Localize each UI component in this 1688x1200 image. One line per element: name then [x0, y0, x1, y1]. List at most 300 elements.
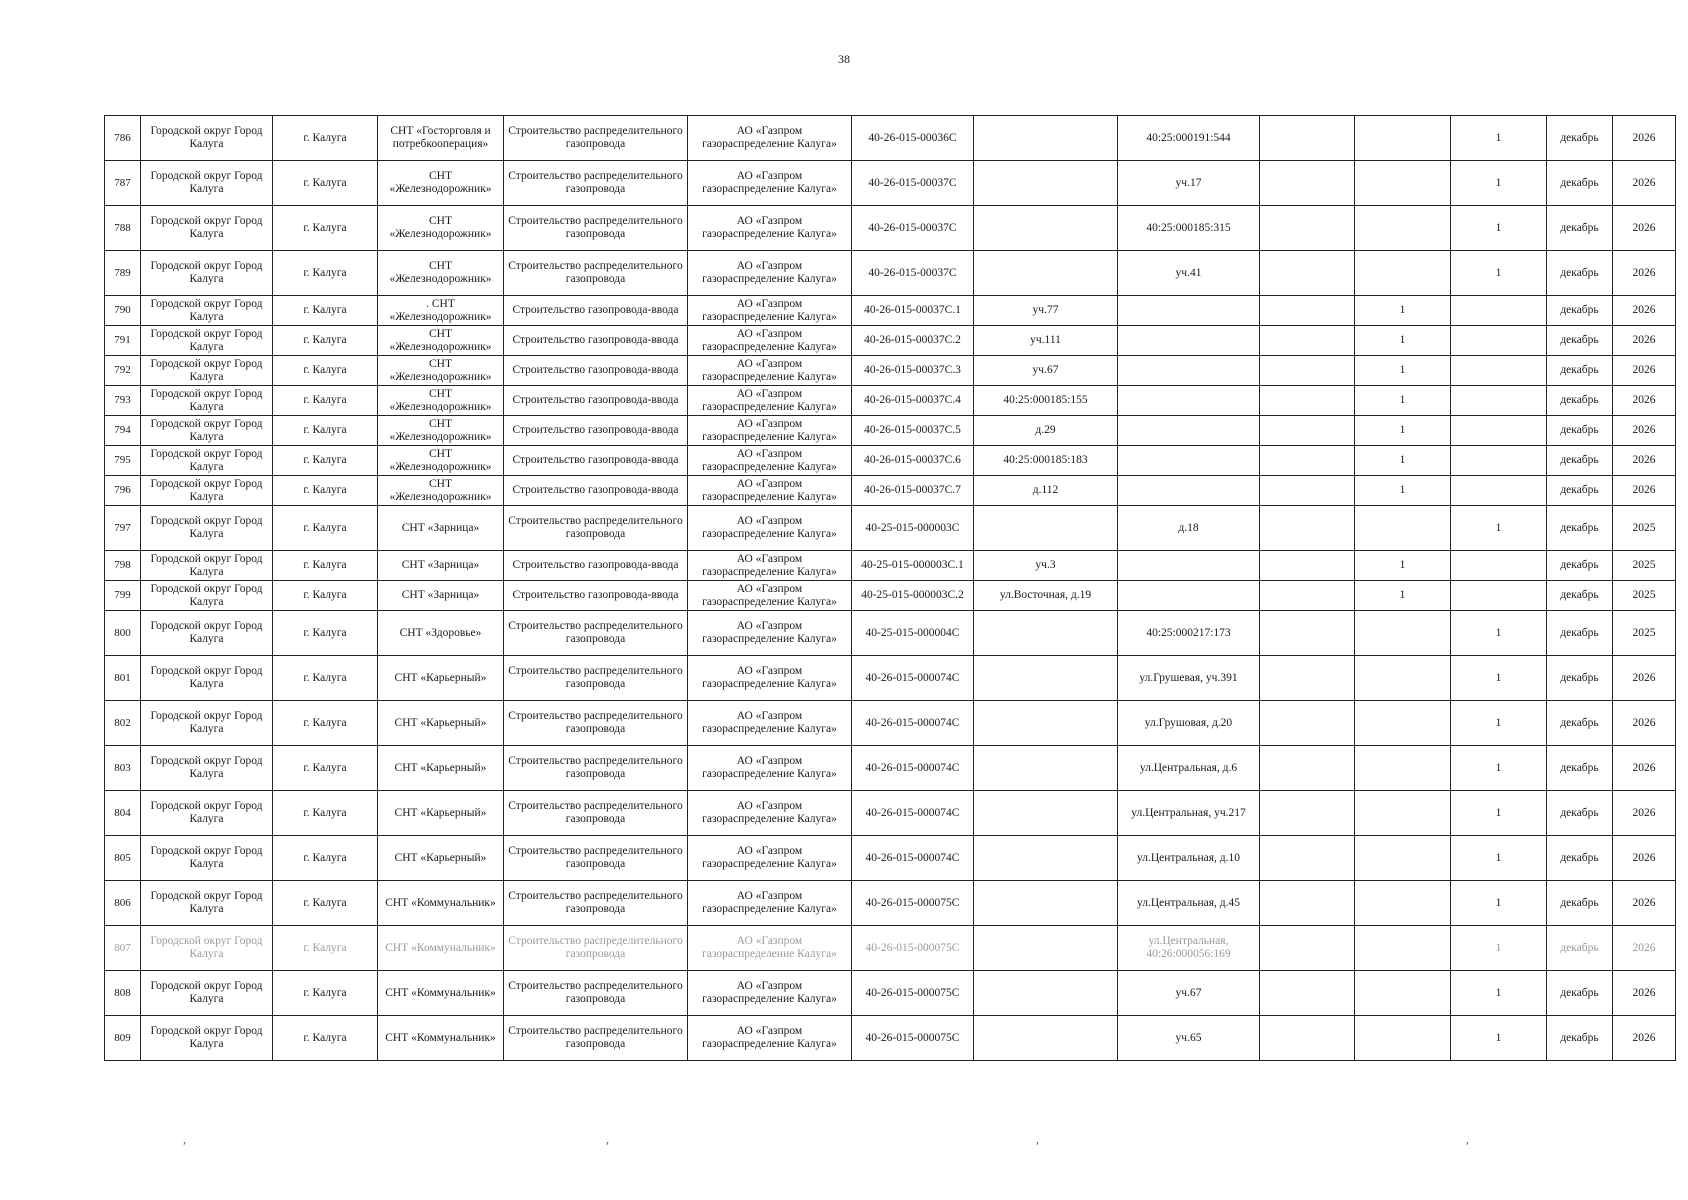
- location-cell: [1118, 386, 1260, 416]
- city-cell: г. Калуга: [273, 116, 378, 161]
- month-cell: декабрь: [1547, 251, 1613, 296]
- district-cell: Городской округ Город Калуга: [141, 746, 273, 791]
- year-cell: 2026: [1613, 836, 1676, 881]
- pipeline-count-cell: [1451, 296, 1547, 326]
- snt-cell: СНТ «Коммунальник»: [378, 881, 504, 926]
- table-row: [105, 116, 1685, 161]
- inputs-count-cell: [1355, 161, 1451, 206]
- pipeline-count-cell: 1: [1451, 656, 1547, 701]
- inputs-count-cell: 1: [1355, 386, 1451, 416]
- month-cell: декабрь: [1547, 446, 1613, 476]
- table-row: [105, 476, 1685, 506]
- address-cell: уч.77: [974, 296, 1118, 326]
- snt-cell: СНТ «Железнодорожник»: [378, 161, 504, 206]
- month-cell: декабрь: [1547, 356, 1613, 386]
- edge-cell: [1676, 611, 1685, 656]
- snt-cell: СНТ «Карьерный»: [378, 791, 504, 836]
- work-type-cell: Строительство газопровода-ввода: [504, 476, 688, 506]
- snt-cell: СНТ «Здоровье»: [378, 611, 504, 656]
- object-code-cell: 40-26-015-00037С: [852, 206, 974, 251]
- work-type-cell: Строительство распределительного газопровода: [504, 746, 688, 791]
- city-cell: г. Калуга: [273, 836, 378, 881]
- pipeline-count-cell: 1: [1451, 926, 1547, 971]
- table-row: [105, 971, 1685, 1016]
- district-cell: Городской округ Город Калуга: [141, 971, 273, 1016]
- column-10-cell: [1260, 251, 1355, 296]
- month-cell: декабрь: [1547, 746, 1613, 791]
- address-cell: д.112: [974, 476, 1118, 506]
- district-cell: Городской округ Город Калуга: [141, 206, 273, 251]
- object-code-cell: 40-26-015-000075С: [852, 926, 974, 971]
- district-cell: Городской округ Город Калуга: [141, 386, 273, 416]
- district-cell: Городской округ Город Калуга: [141, 581, 273, 611]
- snt-cell: СНТ «Железнодорожник»: [378, 386, 504, 416]
- edge-cell: [1676, 296, 1685, 326]
- inputs-count-cell: 1: [1355, 446, 1451, 476]
- object-code-cell: 40-26-015-00036С: [852, 116, 974, 161]
- work-type-cell: Строительство распределительного газопровода: [504, 206, 688, 251]
- month-cell: декабрь: [1547, 506, 1613, 551]
- address-cell: 40:25:000185:155: [974, 386, 1118, 416]
- edge-cell: [1676, 506, 1685, 551]
- work-type-cell: Строительство газопровода-ввода: [504, 446, 688, 476]
- column-10-cell: [1260, 446, 1355, 476]
- organization-cell: АО «Газпром газораспределение Калуга»: [688, 161, 852, 206]
- location-cell: ул.Центральная, 40:26:000056:169: [1118, 926, 1260, 971]
- work-type-cell: Строительство газопровода-ввода: [504, 581, 688, 611]
- object-code-cell: 40-26-015-00037С.2: [852, 326, 974, 356]
- column-10-cell: [1260, 296, 1355, 326]
- year-cell: 2026: [1613, 971, 1676, 1016]
- edge-cell: [1676, 386, 1685, 416]
- month-cell: декабрь: [1547, 836, 1613, 881]
- city-cell: г. Калуга: [273, 551, 378, 581]
- district-cell: Городской округ Город Калуга: [141, 116, 273, 161]
- work-type-cell: Строительство газопровода-ввода: [504, 296, 688, 326]
- pipeline-count-cell: 1: [1451, 206, 1547, 251]
- month-cell: декабрь: [1547, 326, 1613, 356]
- edge-cell: [1676, 476, 1685, 506]
- snt-cell: . СНТ «Железнодорожник»: [378, 296, 504, 326]
- city-cell: г. Калуга: [273, 326, 378, 356]
- location-cell: уч.67: [1118, 971, 1260, 1016]
- table-row: [105, 446, 1685, 476]
- address-cell: [974, 611, 1118, 656]
- row-number: 796: [105, 476, 141, 506]
- district-cell: Городской округ Город Калуга: [141, 551, 273, 581]
- table-row: [105, 881, 1685, 926]
- row-number: 802: [105, 701, 141, 746]
- edge-cell: [1676, 881, 1685, 926]
- edge-cell: [1676, 206, 1685, 251]
- city-cell: г. Калуга: [273, 356, 378, 386]
- city-cell: г. Калуга: [273, 971, 378, 1016]
- year-cell: 2025: [1613, 506, 1676, 551]
- snt-cell: СНТ «Железнодорожник»: [378, 206, 504, 251]
- organization-cell: АО «Газпром газораспределение Калуга»: [688, 1016, 852, 1061]
- year-cell: 2026: [1613, 386, 1676, 416]
- column-10-cell: [1260, 206, 1355, 251]
- work-type-cell: Строительство газопровода-ввода: [504, 416, 688, 446]
- location-cell: ул.Центральная, д.10: [1118, 836, 1260, 881]
- object-code-cell: 40-26-015-000074С: [852, 701, 974, 746]
- address-cell: [974, 881, 1118, 926]
- organization-cell: АО «Газпром газораспределение Калуга»: [688, 701, 852, 746]
- snt-cell: СНТ «Коммунальник»: [378, 971, 504, 1016]
- object-code-cell: 40-26-015-000075С: [852, 971, 974, 1016]
- inputs-count-cell: 1: [1355, 476, 1451, 506]
- organization-cell: АО «Газпром газораспределение Калуга»: [688, 416, 852, 446]
- edge-cell: [1676, 971, 1685, 1016]
- work-type-cell: Строительство распределительного газопровода: [504, 506, 688, 551]
- column-10-cell: [1260, 416, 1355, 446]
- object-code-cell: 40-26-015-000075С: [852, 1016, 974, 1061]
- edge-cell: [1676, 551, 1685, 581]
- column-10-cell: [1260, 836, 1355, 881]
- address-cell: уч.67: [974, 356, 1118, 386]
- year-cell: 2026: [1613, 1016, 1676, 1061]
- table-row: [105, 656, 1685, 701]
- column-10-cell: [1260, 356, 1355, 386]
- edge-cell: [1676, 251, 1685, 296]
- year-cell: 2026: [1613, 446, 1676, 476]
- month-cell: декабрь: [1547, 476, 1613, 506]
- table-row: [105, 701, 1685, 746]
- inputs-count-cell: [1355, 971, 1451, 1016]
- organization-cell: АО «Газпром газораспределение Калуга»: [688, 656, 852, 701]
- object-code-cell: 40-26-015-000074С: [852, 746, 974, 791]
- address-cell: [974, 971, 1118, 1016]
- column-10-cell: [1260, 656, 1355, 701]
- snt-cell: СНТ «Коммунальник»: [378, 926, 504, 971]
- work-type-cell: Строительство газопровода-ввода: [504, 386, 688, 416]
- work-type-cell: Строительство распределительного газопровода: [504, 836, 688, 881]
- row-number: 791: [105, 326, 141, 356]
- address-cell: уч.3: [974, 551, 1118, 581]
- month-cell: декабрь: [1547, 416, 1613, 446]
- organization-cell: АО «Газпром газораспределение Калуга»: [688, 551, 852, 581]
- table-row: [105, 926, 1685, 971]
- year-cell: 2026: [1613, 296, 1676, 326]
- pipeline-count-cell: [1451, 476, 1547, 506]
- edge-cell: [1676, 791, 1685, 836]
- location-cell: ул.Грушевая, уч.391: [1118, 656, 1260, 701]
- work-type-cell: Строительство распределительного газопровода: [504, 1016, 688, 1061]
- inputs-count-cell: [1355, 881, 1451, 926]
- city-cell: г. Калуга: [273, 161, 378, 206]
- snt-cell: СНТ «Зарница»: [378, 551, 504, 581]
- work-type-cell: Строительство распределительного газопровода: [504, 701, 688, 746]
- month-cell: декабрь: [1547, 1016, 1613, 1061]
- edge-cell: [1676, 1016, 1685, 1061]
- inputs-count-cell: 1: [1355, 326, 1451, 356]
- table-row: [105, 326, 1685, 356]
- column-10-cell: [1260, 926, 1355, 971]
- address-cell: [974, 1016, 1118, 1061]
- year-cell: 2026: [1613, 251, 1676, 296]
- address-cell: 40:25:000185:183: [974, 446, 1118, 476]
- object-code-cell: 40-26-015-000075С: [852, 881, 974, 926]
- object-code-cell: 40-26-015-00037С: [852, 161, 974, 206]
- edge-cell: [1676, 746, 1685, 791]
- organization-cell: АО «Газпром газораспределение Калуга»: [688, 476, 852, 506]
- year-cell: 2026: [1613, 356, 1676, 386]
- edge-cell: [1676, 416, 1685, 446]
- location-cell: 40:25:000191:544: [1118, 116, 1260, 161]
- object-code-cell: 40-26-015-00037С: [852, 251, 974, 296]
- month-cell: декабрь: [1547, 206, 1613, 251]
- column-10-cell: [1260, 476, 1355, 506]
- pipeline-count-cell: 1: [1451, 251, 1547, 296]
- table-row: [105, 356, 1685, 386]
- table-row: [105, 506, 1685, 551]
- row-number: 807: [105, 926, 141, 971]
- table-row: [105, 836, 1685, 881]
- column-10-cell: [1260, 791, 1355, 836]
- object-code-cell: 40-26-015-000074С: [852, 836, 974, 881]
- address-cell: [974, 836, 1118, 881]
- row-number: 808: [105, 971, 141, 1016]
- column-10-cell: [1260, 581, 1355, 611]
- scan-mark: ,: [1036, 1132, 1039, 1146]
- column-10-cell: [1260, 116, 1355, 161]
- pipeline-count-cell: 1: [1451, 701, 1547, 746]
- address-cell: уч.111: [974, 326, 1118, 356]
- column-10-cell: [1260, 326, 1355, 356]
- district-cell: Городской округ Город Калуга: [141, 506, 273, 551]
- year-cell: 2026: [1613, 701, 1676, 746]
- table-row: [105, 161, 1685, 206]
- row-number: 790: [105, 296, 141, 326]
- year-cell: 2025: [1613, 611, 1676, 656]
- address-cell: [974, 206, 1118, 251]
- row-number: 801: [105, 656, 141, 701]
- month-cell: декабрь: [1547, 881, 1613, 926]
- object-code-cell: 40-25-015-000003С: [852, 506, 974, 551]
- edge-cell: [1676, 701, 1685, 746]
- district-cell: Городской округ Город Калуга: [141, 611, 273, 656]
- year-cell: 2026: [1613, 656, 1676, 701]
- plan-table: [104, 115, 1685, 1061]
- month-cell: декабрь: [1547, 551, 1613, 581]
- location-cell: 40:25:000217:173: [1118, 611, 1260, 656]
- organization-cell: АО «Газпром газораспределение Калуга»: [688, 326, 852, 356]
- edge-cell: [1676, 446, 1685, 476]
- city-cell: г. Калуга: [273, 446, 378, 476]
- work-type-cell: Строительство распределительного газопровода: [504, 926, 688, 971]
- location-cell: [1118, 551, 1260, 581]
- pipeline-count-cell: [1451, 581, 1547, 611]
- pipeline-count-cell: [1451, 386, 1547, 416]
- inputs-count-cell: [1355, 746, 1451, 791]
- work-type-cell: Строительство распределительного газопровода: [504, 656, 688, 701]
- snt-cell: СНТ «Железнодорожник»: [378, 356, 504, 386]
- snt-cell: СНТ «Железнодорожник»: [378, 251, 504, 296]
- work-type-cell: Строительство распределительного газопровода: [504, 791, 688, 836]
- organization-cell: АО «Газпром газораспределение Калуга»: [688, 506, 852, 551]
- table-row: [105, 416, 1685, 446]
- snt-cell: СНТ «Карьерный»: [378, 746, 504, 791]
- inputs-count-cell: [1355, 116, 1451, 161]
- inputs-count-cell: [1355, 836, 1451, 881]
- location-cell: [1118, 476, 1260, 506]
- snt-cell: СНТ «Зарница»: [378, 506, 504, 551]
- location-cell: уч.17: [1118, 161, 1260, 206]
- row-number: 805: [105, 836, 141, 881]
- work-type-cell: Строительство распределительного газопровода: [504, 161, 688, 206]
- row-number: 797: [105, 506, 141, 551]
- inputs-count-cell: 1: [1355, 551, 1451, 581]
- district-cell: Городской округ Город Калуга: [141, 1016, 273, 1061]
- district-cell: Городской округ Город Калуга: [141, 836, 273, 881]
- month-cell: декабрь: [1547, 386, 1613, 416]
- scan-mark: ,: [606, 1132, 609, 1146]
- work-type-cell: Строительство распределительного газопровода: [504, 881, 688, 926]
- snt-cell: СНТ «Карьерный»: [378, 656, 504, 701]
- row-number: 806: [105, 881, 141, 926]
- pipeline-count-cell: 1: [1451, 161, 1547, 206]
- location-cell: [1118, 326, 1260, 356]
- location-cell: ул.Грушовая, д.20: [1118, 701, 1260, 746]
- district-cell: Городской округ Город Калуга: [141, 296, 273, 326]
- location-cell: [1118, 416, 1260, 446]
- month-cell: декабрь: [1547, 611, 1613, 656]
- object-code-cell: 40-26-015-00037С.1: [852, 296, 974, 326]
- edge-cell: [1676, 656, 1685, 701]
- object-code-cell: 40-26-015-000074С: [852, 656, 974, 701]
- column-10-cell: [1260, 1016, 1355, 1061]
- column-10-cell: [1260, 701, 1355, 746]
- column-10-cell: [1260, 386, 1355, 416]
- address-cell: [974, 656, 1118, 701]
- pipeline-count-cell: [1451, 551, 1547, 581]
- work-type-cell: Строительство распределительного газопровода: [504, 611, 688, 656]
- organization-cell: АО «Газпром газораспределение Калуга»: [688, 971, 852, 1016]
- snt-cell: СНТ «Железнодорожник»: [378, 326, 504, 356]
- city-cell: г. Калуга: [273, 506, 378, 551]
- month-cell: декабрь: [1547, 971, 1613, 1016]
- pipeline-count-cell: 1: [1451, 116, 1547, 161]
- edge-cell: [1676, 581, 1685, 611]
- address-cell: [974, 506, 1118, 551]
- object-code-cell: 40-26-015-00037С.3: [852, 356, 974, 386]
- year-cell: 2026: [1613, 791, 1676, 836]
- row-number: 793: [105, 386, 141, 416]
- month-cell: декабрь: [1547, 791, 1613, 836]
- district-cell: Городской округ Город Калуга: [141, 356, 273, 386]
- year-cell: 2026: [1613, 206, 1676, 251]
- city-cell: г. Калуга: [273, 611, 378, 656]
- pipeline-count-cell: 1: [1451, 746, 1547, 791]
- city-cell: г. Калуга: [273, 416, 378, 446]
- address-cell: д.29: [974, 416, 1118, 446]
- organization-cell: АО «Газпром газораспределение Калуга»: [688, 746, 852, 791]
- snt-cell: СНТ «Железнодорожник»: [378, 416, 504, 446]
- location-cell: [1118, 581, 1260, 611]
- inputs-count-cell: 1: [1355, 296, 1451, 326]
- work-type-cell: Строительство газопровода-ввода: [504, 326, 688, 356]
- district-cell: Городской округ Город Калуга: [141, 476, 273, 506]
- table-row: [105, 1016, 1685, 1061]
- address-cell: [974, 251, 1118, 296]
- object-code-cell: 40-26-015-00037С.7: [852, 476, 974, 506]
- table-row: [105, 551, 1685, 581]
- pipeline-count-cell: [1451, 326, 1547, 356]
- row-number: 787: [105, 161, 141, 206]
- edge-cell: [1676, 356, 1685, 386]
- snt-cell: СНТ «Госторговля и потребкооперация»: [378, 116, 504, 161]
- pipeline-count-cell: 1: [1451, 1016, 1547, 1061]
- address-cell: [974, 161, 1118, 206]
- edge-cell: [1676, 161, 1685, 206]
- table-body: [105, 116, 1685, 1061]
- table-row: [105, 386, 1685, 416]
- district-cell: Городской округ Город Калуга: [141, 326, 273, 356]
- table-row: [105, 206, 1685, 251]
- pipeline-count-cell: 1: [1451, 506, 1547, 551]
- edge-cell: [1676, 926, 1685, 971]
- city-cell: г. Калуга: [273, 206, 378, 251]
- snt-cell: СНТ «Зарница»: [378, 581, 504, 611]
- pipeline-count-cell: 1: [1451, 836, 1547, 881]
- year-cell: 2026: [1613, 881, 1676, 926]
- location-cell: уч.65: [1118, 1016, 1260, 1061]
- snt-cell: СНТ «Железнодорожник»: [378, 476, 504, 506]
- year-cell: 2025: [1613, 551, 1676, 581]
- city-cell: г. Калуга: [273, 251, 378, 296]
- month-cell: декабрь: [1547, 296, 1613, 326]
- organization-cell: АО «Газпром газораспределение Калуга»: [688, 251, 852, 296]
- month-cell: декабрь: [1547, 926, 1613, 971]
- address-cell: [974, 116, 1118, 161]
- month-cell: декабрь: [1547, 656, 1613, 701]
- address-cell: ул.Восточная, д.19: [974, 581, 1118, 611]
- address-cell: [974, 791, 1118, 836]
- location-cell: ул.Центральная, уч.217: [1118, 791, 1260, 836]
- row-number: 795: [105, 446, 141, 476]
- pipeline-count-cell: [1451, 416, 1547, 446]
- district-cell: Городской округ Город Калуга: [141, 416, 273, 446]
- column-10-cell: [1260, 611, 1355, 656]
- year-cell: 2026: [1613, 161, 1676, 206]
- row-number: 788: [105, 206, 141, 251]
- object-code-cell: 40-26-015-00037С.4: [852, 386, 974, 416]
- column-10-cell: [1260, 971, 1355, 1016]
- inputs-count-cell: [1355, 791, 1451, 836]
- city-cell: г. Калуга: [273, 881, 378, 926]
- snt-cell: СНТ «Железнодорожник»: [378, 446, 504, 476]
- inputs-count-cell: [1355, 701, 1451, 746]
- column-10-cell: [1260, 746, 1355, 791]
- year-cell: 2026: [1613, 746, 1676, 791]
- district-cell: Городской округ Город Калуга: [141, 926, 273, 971]
- scan-mark: ,: [1466, 1132, 1469, 1146]
- pipeline-count-cell: 1: [1451, 791, 1547, 836]
- organization-cell: АО «Газпром газораспределение Калуга»: [688, 446, 852, 476]
- district-cell: Городской округ Город Калуга: [141, 656, 273, 701]
- organization-cell: АО «Газпром газораспределение Калуга»: [688, 791, 852, 836]
- row-number: 792: [105, 356, 141, 386]
- snt-cell: СНТ «Карьерный»: [378, 701, 504, 746]
- pipeline-count-cell: 1: [1451, 611, 1547, 656]
- organization-cell: АО «Газпром газораспределение Калуга»: [688, 356, 852, 386]
- location-cell: уч.41: [1118, 251, 1260, 296]
- city-cell: г. Калуга: [273, 1016, 378, 1061]
- table-row: [105, 581, 1685, 611]
- inputs-count-cell: [1355, 1016, 1451, 1061]
- edge-cell: [1676, 836, 1685, 881]
- table-row: [105, 746, 1685, 791]
